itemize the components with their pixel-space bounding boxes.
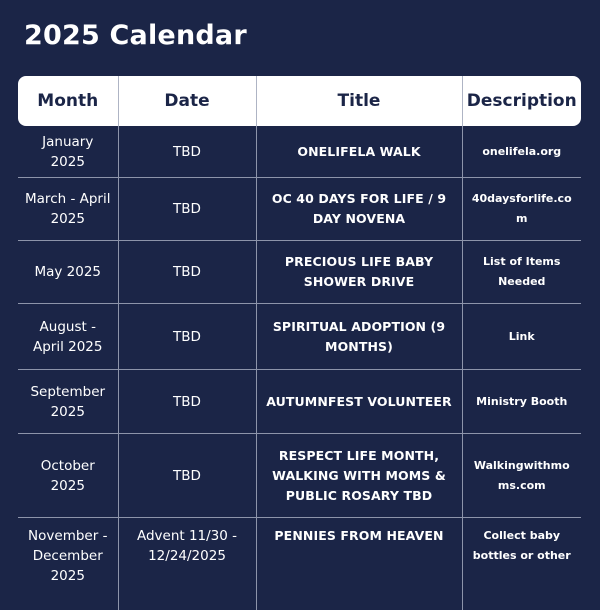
title-cell: OC 40 DAYS FOR LIFE / 9 DAY NOVENA — [256, 178, 462, 241]
date-cell: Advent 11/30 - 12/24/2025 — [118, 518, 256, 610]
description-link[interactable]: onelifela.org — [462, 126, 581, 178]
title-cell: PRECIOUS LIFE BABY SHOWER DRIVE — [256, 241, 462, 304]
table-body — [18, 126, 581, 610]
title-cell: SPIRITUAL ADOPTION (9 MONTHS) — [256, 304, 462, 370]
column-header-month: Month — [18, 76, 118, 126]
header-row — [18, 76, 581, 126]
title-cell: AUTUMNFEST VOLUNTEER — [256, 370, 462, 434]
date-cell: TBD — [118, 178, 256, 241]
table-header — [18, 76, 581, 126]
title-cell: RESPECT LIFE MONTH, WALKING WITH MOMS & PUBLIC ROSARY TBD — [256, 434, 462, 518]
page-title: 2025 Calendar — [24, 18, 247, 54]
month-cell: October 2025 — [18, 434, 118, 518]
table-row — [18, 304, 581, 370]
description-text: Collect baby bottles or other — [462, 518, 581, 610]
column-header-date: Date — [118, 76, 256, 126]
title-cell: ONELIFELA WALK — [256, 126, 462, 178]
description-text: Ministry Booth — [462, 370, 581, 434]
table-row — [18, 178, 581, 241]
date-cell: TBD — [118, 370, 256, 434]
table-row — [18, 434, 581, 518]
date-cell: TBD — [118, 126, 256, 178]
month-cell: January 2025 — [18, 126, 118, 178]
table-row — [18, 126, 581, 178]
date-cell: TBD — [118, 241, 256, 304]
table-row — [18, 370, 581, 434]
table-row — [18, 241, 581, 304]
title-cell: PENNIES FROM HEAVEN — [256, 518, 462, 610]
month-cell: November - December 2025 — [18, 518, 118, 610]
date-cell: TBD — [118, 434, 256, 518]
description-link[interactable]: List of Items Needed — [462, 241, 581, 304]
column-header-title: Title — [256, 76, 462, 126]
description-link[interactable]: 40daysforlife.com — [462, 178, 581, 241]
month-cell: May 2025 — [18, 241, 118, 304]
table-row — [18, 518, 581, 610]
month-cell: March - April 2025 — [18, 178, 118, 241]
month-cell: August - April 2025 — [18, 304, 118, 370]
description-link[interactable]: Walkingwithmoms.com — [462, 434, 581, 518]
calendar-table — [18, 76, 581, 610]
month-cell: September 2025 — [18, 370, 118, 434]
description-link[interactable]: Link — [462, 304, 581, 370]
column-header-description: Description — [462, 76, 581, 126]
date-cell: TBD — [118, 304, 256, 370]
